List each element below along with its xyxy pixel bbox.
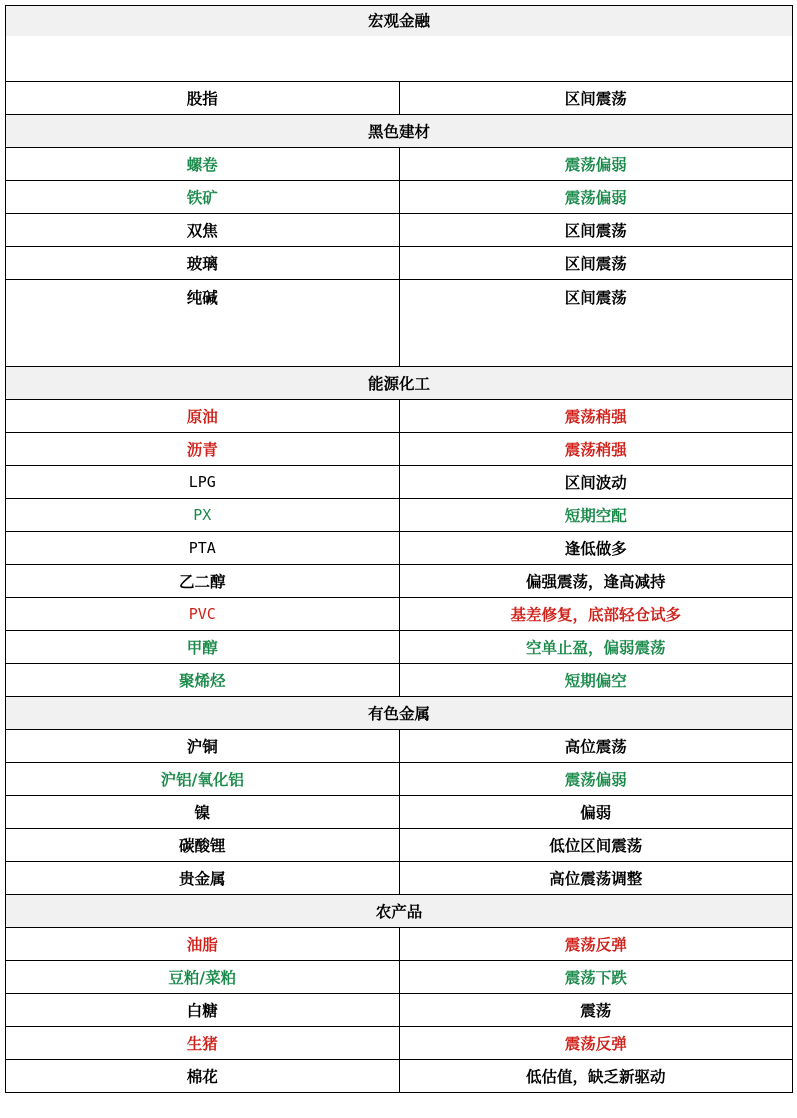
commodity-view: 逢低做多 bbox=[399, 532, 793, 565]
commodity-view: 偏弱 bbox=[399, 796, 793, 829]
table-row bbox=[6, 961, 793, 994]
table-row bbox=[6, 433, 793, 466]
commodity-name: LPG bbox=[6, 466, 400, 499]
section-header-ferrous bbox=[6, 115, 793, 148]
commodity-name: 豆粕/菜粕 bbox=[6, 961, 400, 994]
commodity-name: 白糖 bbox=[6, 994, 400, 1027]
commodity-view: 震荡反弹 bbox=[399, 1027, 793, 1060]
table-row bbox=[6, 214, 793, 247]
table-row bbox=[6, 862, 793, 895]
table-row bbox=[6, 280, 793, 367]
section-title: 能源化工 bbox=[6, 367, 793, 400]
commodity-view: 短期空配 bbox=[399, 499, 793, 532]
section-header-agri bbox=[6, 895, 793, 928]
commodity-name: PTA bbox=[6, 532, 400, 565]
table-row bbox=[6, 598, 793, 631]
commodity-name: 原油 bbox=[6, 400, 400, 433]
section-header-nonferrous bbox=[6, 697, 793, 730]
commodity-view: 低位区间震荡 bbox=[399, 829, 793, 862]
commodity-name: 生猪 bbox=[6, 1027, 400, 1060]
commodity-view: 区间震荡 bbox=[399, 247, 793, 280]
commodity-view: 震荡 bbox=[399, 994, 793, 1027]
table-row bbox=[6, 631, 793, 664]
section-title: 黑色建材 bbox=[6, 115, 793, 148]
commodity-view: 震荡反弹 bbox=[399, 928, 793, 961]
table-row bbox=[6, 148, 793, 181]
table-row bbox=[6, 565, 793, 598]
commodity-name: 沪铜 bbox=[6, 730, 400, 763]
commodity-name: 铁矿 bbox=[6, 181, 400, 214]
commodity-name: 螺卷 bbox=[6, 148, 400, 181]
table-row bbox=[6, 928, 793, 961]
commodity-view: 震荡稍强 bbox=[399, 400, 793, 433]
commodity-view: 震荡偏弱 bbox=[399, 763, 793, 796]
table-row bbox=[6, 994, 793, 1027]
commodity-name: 股指 bbox=[6, 82, 400, 115]
commodity-view: 低估值，缺乏新驱动 bbox=[399, 1060, 793, 1093]
commodity-name: 碳酸锂 bbox=[6, 829, 400, 862]
table-row bbox=[6, 730, 793, 763]
commodity-view: 空单止盈，偏弱震荡 bbox=[399, 631, 793, 664]
commodity-view: 高位震荡 bbox=[399, 730, 793, 763]
commodity-name: 甲醇 bbox=[6, 631, 400, 664]
commodity-view: 区间震荡 bbox=[399, 214, 793, 247]
section-title: 有色金属 bbox=[6, 697, 793, 730]
section-title: 宏观金融 bbox=[6, 6, 793, 82]
commodity-view: 区间震荡 bbox=[399, 280, 793, 367]
commodity-name: 双焦 bbox=[6, 214, 400, 247]
commodity-name: 乙二醇 bbox=[6, 565, 400, 598]
market-outlook-table bbox=[5, 5, 793, 1093]
section-title: 农产品 bbox=[6, 895, 793, 928]
table-row bbox=[6, 181, 793, 214]
table-row bbox=[6, 664, 793, 697]
commodity-view: 短期偏空 bbox=[399, 664, 793, 697]
table-row bbox=[6, 796, 793, 829]
table-row bbox=[6, 1027, 793, 1060]
table-row bbox=[6, 82, 793, 115]
section-header-macro bbox=[6, 6, 793, 82]
table-row bbox=[6, 466, 793, 499]
commodity-view: 高位震荡调整 bbox=[399, 862, 793, 895]
commodity-view: 区间波动 bbox=[399, 466, 793, 499]
commodity-name: PVC bbox=[6, 598, 400, 631]
commodity-view: 基差修复，底部轻仓试多 bbox=[399, 598, 793, 631]
commodity-view: 区间震荡 bbox=[399, 82, 793, 115]
table-row bbox=[6, 532, 793, 565]
commodity-name: PX bbox=[6, 499, 400, 532]
table-row bbox=[6, 400, 793, 433]
commodity-name: 玻璃 bbox=[6, 247, 400, 280]
commodity-name: 贵金属 bbox=[6, 862, 400, 895]
commodity-name: 棉花 bbox=[6, 1060, 400, 1093]
commodity-view: 震荡下跌 bbox=[399, 961, 793, 994]
commodity-view: 震荡稍强 bbox=[399, 433, 793, 466]
table-row bbox=[6, 247, 793, 280]
commodity-view: 震荡偏弱 bbox=[399, 181, 793, 214]
section-header-energy-chem bbox=[6, 367, 793, 400]
commodity-name: 镍 bbox=[6, 796, 400, 829]
outlook-table-container bbox=[5, 5, 793, 1093]
table-row bbox=[6, 763, 793, 796]
commodity-name: 沪铝/氧化铝 bbox=[6, 763, 400, 796]
commodity-name: 纯碱 bbox=[6, 280, 400, 367]
table-row bbox=[6, 499, 793, 532]
commodity-view: 震荡偏弱 bbox=[399, 148, 793, 181]
commodity-name: 沥青 bbox=[6, 433, 400, 466]
commodity-name: 油脂 bbox=[6, 928, 400, 961]
table-row bbox=[6, 1060, 793, 1093]
table-row bbox=[6, 829, 793, 862]
commodity-view: 偏强震荡，逢高减持 bbox=[399, 565, 793, 598]
commodity-name: 聚烯烃 bbox=[6, 664, 400, 697]
